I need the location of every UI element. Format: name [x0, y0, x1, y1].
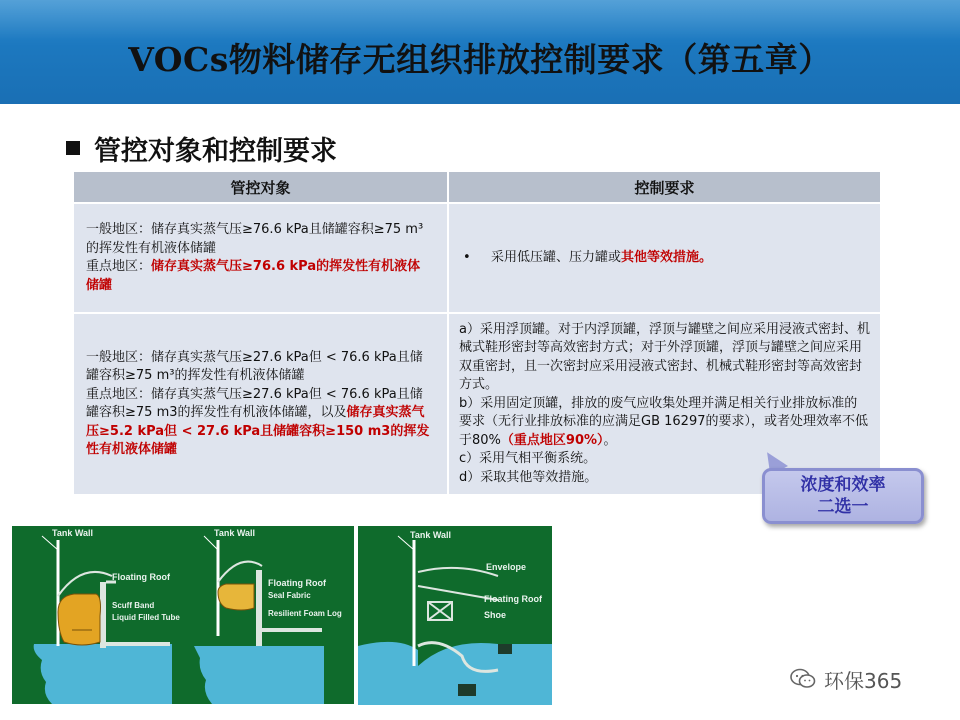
requirement-b: b）采用固定顶罐，排放的废气应收集处理并满足相关行业排放标准的要求（无行业排放标准的应满足GB 16297的要求），或者处理效率不低于80%: [459, 395, 868, 448]
label-floating-roof-3: Floating Roof: [484, 594, 542, 604]
general-area-text: 一般地区：储存真实蒸气压≥76.6 kPa且储罐容积≥75 m³的挥发性有机液体储罐: [86, 222, 424, 256]
seal-diagram-right: [356, 524, 554, 707]
requirement-c: c）采用气相平衡系统。: [459, 451, 597, 467]
seal-diagram-right-graphic: [358, 526, 552, 705]
control-requirement-cell: [448, 313, 880, 494]
table-header-row: [74, 172, 880, 203]
key-area-text: 重点地区：储存真实蒸气压≥27.6 kPa但 < 76.6 kPa且储罐容积≥75 m3的挥发性有机液体储罐，以及: [86, 386, 423, 420]
key-area-text-red: 储存真实蒸气压≥5.2 kPa但 < 27.6 kPa且储罐容积≥150 m3的挥发性有机液体储罐: [86, 405, 430, 457]
label-resilient-foam-log: Resilient Foam Log: [268, 609, 342, 618]
section-heading: [66, 128, 337, 168]
requirement-d: d）采取其他等效措施。: [459, 469, 598, 485]
key-area-text: 储存真实蒸气压≥76.6 kPa的挥发性有机液体储罐: [86, 259, 421, 293]
table-row: [74, 203, 880, 313]
label-envelope: Envelope: [486, 562, 527, 572]
requirement-b-end: 。: [603, 432, 617, 448]
control-requirement-cell: [448, 203, 880, 313]
label-seal-fabric: Seal Fabric: [268, 591, 311, 600]
seal-diagram-left: [12, 526, 354, 704]
bullet-dot: •: [463, 249, 471, 265]
label-shoe: Shoe: [484, 610, 507, 620]
callout-line2: 二选一: [817, 497, 869, 517]
requirement-b-red: （重点地区90%）: [500, 432, 604, 448]
general-area-text: 一般地区：储存真实蒸气压≥27.6 kPa但 < 76.6 kPa且储罐容积≥75 m³的挥发性有机液体储罐: [86, 349, 423, 383]
watermark: [790, 664, 902, 694]
header-control-requirement: 控制要求: [448, 172, 880, 203]
callout-line1: 浓度和效率: [800, 475, 886, 495]
wechat-icon: [790, 668, 816, 690]
callout-box: [762, 468, 924, 524]
label-tank-wall-2: Tank Wall: [214, 528, 256, 538]
key-area-prefix: 重点地区：: [86, 259, 152, 274]
section-heading-text: 管控对象和控制要求: [94, 135, 337, 167]
label-scuff-band: Scuff Band: [112, 601, 155, 610]
square-bullet-icon: [66, 141, 80, 155]
label-floating-roof-1: Floating Roof: [112, 572, 170, 582]
requirement-text: 采用低压罐、压力罐或: [491, 249, 622, 265]
label-tank-wall-3: Tank Wall: [410, 530, 452, 540]
table-row: [74, 313, 880, 494]
label-liquid-filled-tube: Liquid Filled Tube: [112, 613, 180, 622]
watermark-text: 环保365: [824, 668, 903, 693]
requirement-text-red: 其他等效措施。: [621, 249, 713, 265]
header-control-object: 管控对象: [74, 172, 448, 203]
label-tank-wall-1: Tank Wall: [52, 528, 94, 538]
label-floating-roof-2: Floating Roof: [268, 578, 326, 588]
control-object-cell: [74, 313, 448, 494]
control-object-cell: [74, 203, 448, 313]
seal-diagram-left-graphic: [12, 526, 354, 704]
requirement-a: a）采用浮顶罐。对于内浮顶罐，浮顶与罐壁之间应采用浸液式密封、机械式鞋形密封等高效密封方式；对于外浮顶罐，浮顶与罐壁之间应采用双重密封，且一次密封应采用浸液式密封、机械式鞋形密封等高效密封方式。: [459, 321, 870, 393]
page-title: VOCs物料储存无组织排放控制要求（第五章）: [128, 40, 832, 79]
requirements-table: [74, 172, 880, 494]
